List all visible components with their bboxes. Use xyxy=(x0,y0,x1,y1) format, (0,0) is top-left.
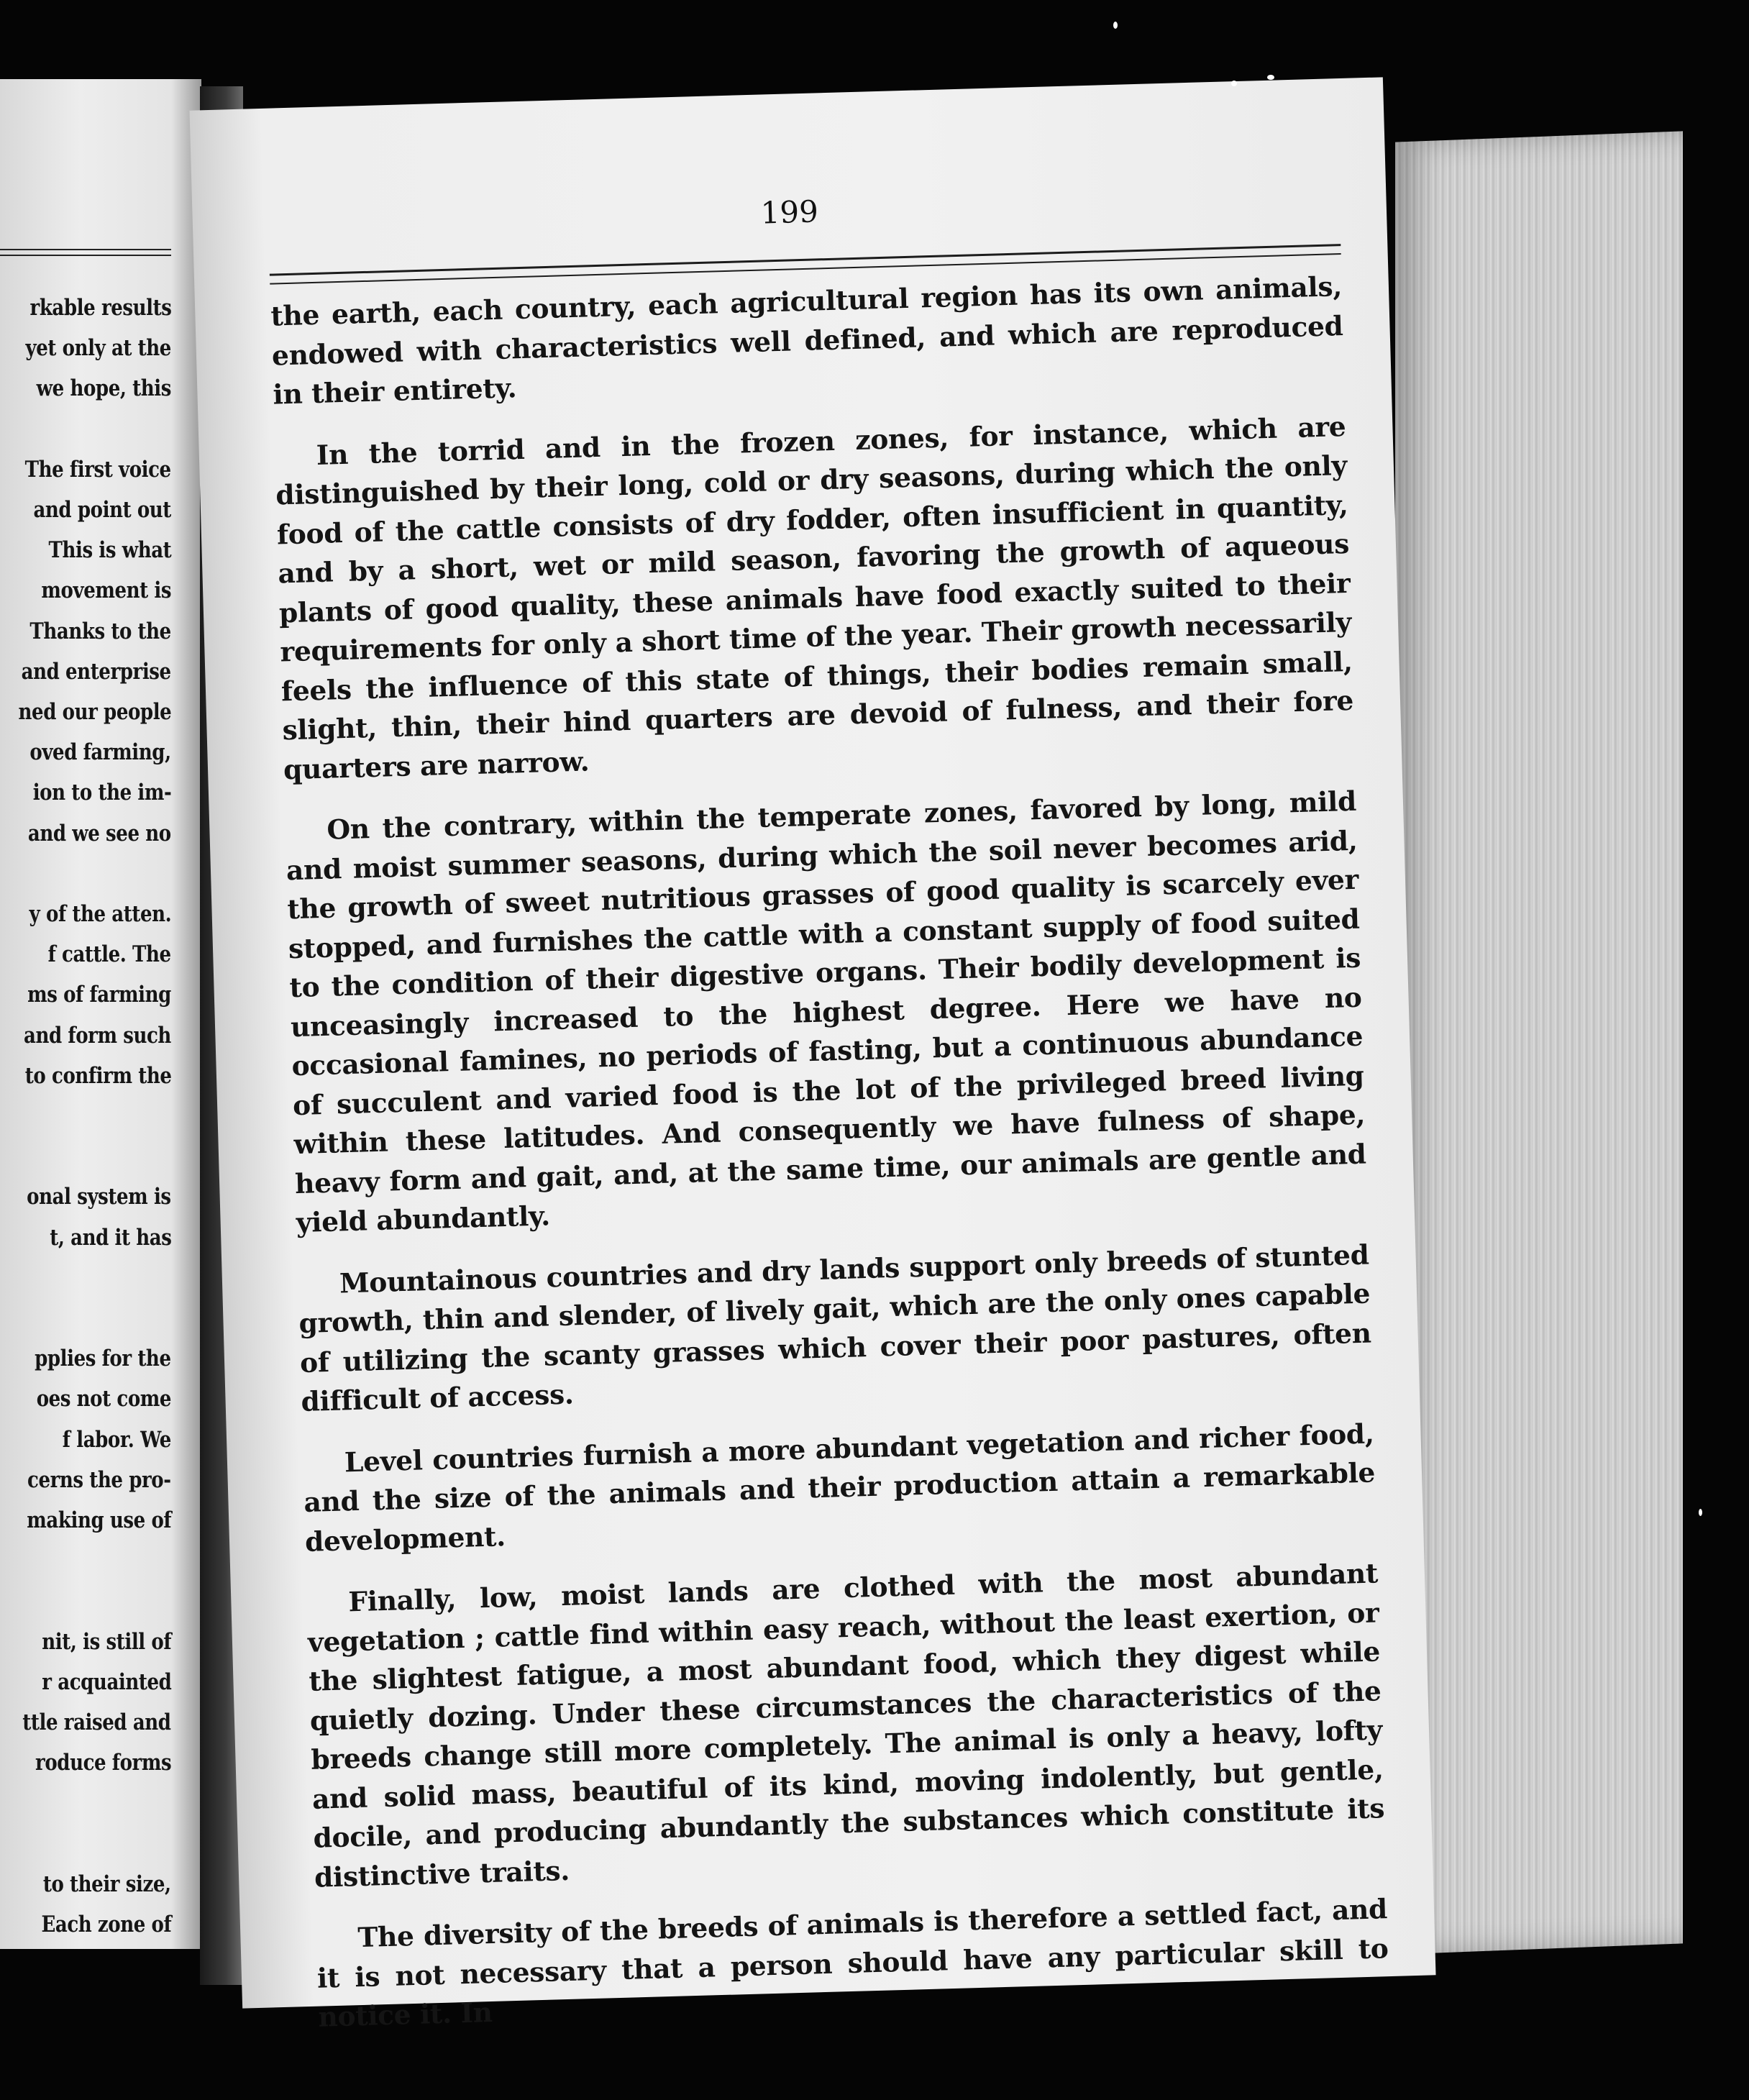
paragraph: On the contrary, within the temperate zones, favored by long, mild and moist summer seasons, during which the soil never becomes arid, the growth of sweet nutritious grasses of good quality is scarcely ever stopped, and furnishes the cattle with a constant supply of food suited to the condition of their digestive organs. Their bodily development is unceasingly increased to the highest degree. Here we have no occasional famines, no periods of fasting, but a continuous abundance of succulent and varied food is the lot of the privileged breed living within these latitudes. And consequently we have fulness of shape, heavy form and gait, and, at the same time, our animals are gentle and yield abundantly. xyxy=(286,785,1367,1239)
left-page-line: and we see no xyxy=(28,820,171,846)
left-page-line: r acquainted xyxy=(41,1668,171,1695)
left-page-line: movement is xyxy=(41,578,171,604)
left-page-line: rkable results xyxy=(29,295,171,321)
left-facing-page xyxy=(0,79,201,1949)
paragraph: Level countries furnish a more abundant vegetation and richer food, and the size of the animals and their production attain a remarkable development. xyxy=(303,1417,1376,1558)
page-number: 199 xyxy=(759,193,819,231)
paragraph: Mountainous countries and dry lands support only breeds of stunted growth, thin and slender, of lively gait, which are the only ones capable of utilizing the scanty grasses which cover their poor pastures, often difficult of access. xyxy=(298,1238,1372,1418)
left-page-line: and enterprise xyxy=(21,658,171,685)
left-page-line: to confirm the xyxy=(24,1062,171,1089)
left-page-line: ttle raised and xyxy=(22,1709,171,1735)
paragraph: the earth, each country, each agricultural region has its own animals, endowed with characteristics well defined, and which are reproduced in their entirety. xyxy=(270,270,1344,411)
page-edges xyxy=(1395,131,1683,1954)
left-page-line: nit, is still of xyxy=(42,1628,171,1655)
left-page-line: making use of xyxy=(27,1507,171,1533)
left-page-line: f labor. We xyxy=(62,1426,171,1453)
left-page-line: cerns the pro- xyxy=(27,1466,171,1493)
paragraph: In the torrid and in the frozen zones, for instance, which are distinguished by their long, cold or dry seasons, during which the only food of the cattle consists of dry fodder, often insufficient in quantity, and by a short, wet or mild season, favoring the growth of aqueous plants of good quality, these animals have food exactly suited to their requirements for only a short time of the year. Their growth necessarily feels the influence of this state of things, their bodies remain small, slight, thin, their hind quarters are devoid of fulness, and their fore quarters are narrow. xyxy=(275,410,1354,785)
left-page-line: ion to the im- xyxy=(32,780,171,806)
paragraph: The diversity of the breeds of animals is therefore a settled fact, and it is not necessary that a person should have any particular skill to notice it. In xyxy=(316,1893,1389,2033)
left-page-line: we hope, this xyxy=(36,375,171,402)
left-page-line: yet only at the xyxy=(25,335,171,362)
scan-speck xyxy=(1267,75,1274,80)
left-page-line: The first voice xyxy=(24,456,171,483)
left-page-line: ned our people xyxy=(18,699,171,725)
left-page-line: y of the atten. xyxy=(29,901,171,927)
left-page-line: oved farming, xyxy=(29,739,171,766)
left-page-line: oes not come xyxy=(36,1386,171,1412)
left-page-rule xyxy=(0,255,171,256)
left-page-line: Thanks to the xyxy=(29,618,171,644)
left-page-line: This is what xyxy=(48,537,171,564)
body-text xyxy=(270,267,1391,2059)
paragraph: Finally, low, moist lands are clothed with the most abundant vegetation ; cattle find within easy reach, without the least exertion, or the slightest fatigue, a most abundant food, which they digest while quietly dozing. Under these circumstances the characteristics of the breeds change still more completely. The animal is only a heavy, lofty and solid mass, beautiful of its kind, moving indolently, but gentle, docile, and producing abundantly the substances which constitute its distinctive traits. xyxy=(307,1557,1385,1894)
left-page-line: and point out xyxy=(33,497,171,523)
left-page-line: f cattle. The xyxy=(47,941,171,968)
left-page-line: roduce forms xyxy=(35,1750,171,1776)
left-page-line: and form such xyxy=(24,1022,171,1049)
left-page-line: to their size, xyxy=(43,1871,171,1897)
scan-speck xyxy=(1231,81,1237,86)
scan-speck xyxy=(1699,1509,1702,1516)
left-page-line: Each zone of xyxy=(41,1912,171,1937)
left-page-rule xyxy=(0,249,171,250)
main-page xyxy=(189,77,1435,2033)
left-page-line: ms of farming xyxy=(27,982,171,1008)
left-page-line: pplies for the xyxy=(35,1346,171,1372)
left-page-line: t, and it has xyxy=(49,1224,171,1251)
scan-speck xyxy=(1113,22,1118,29)
left-page-line: onal system is xyxy=(27,1184,171,1210)
